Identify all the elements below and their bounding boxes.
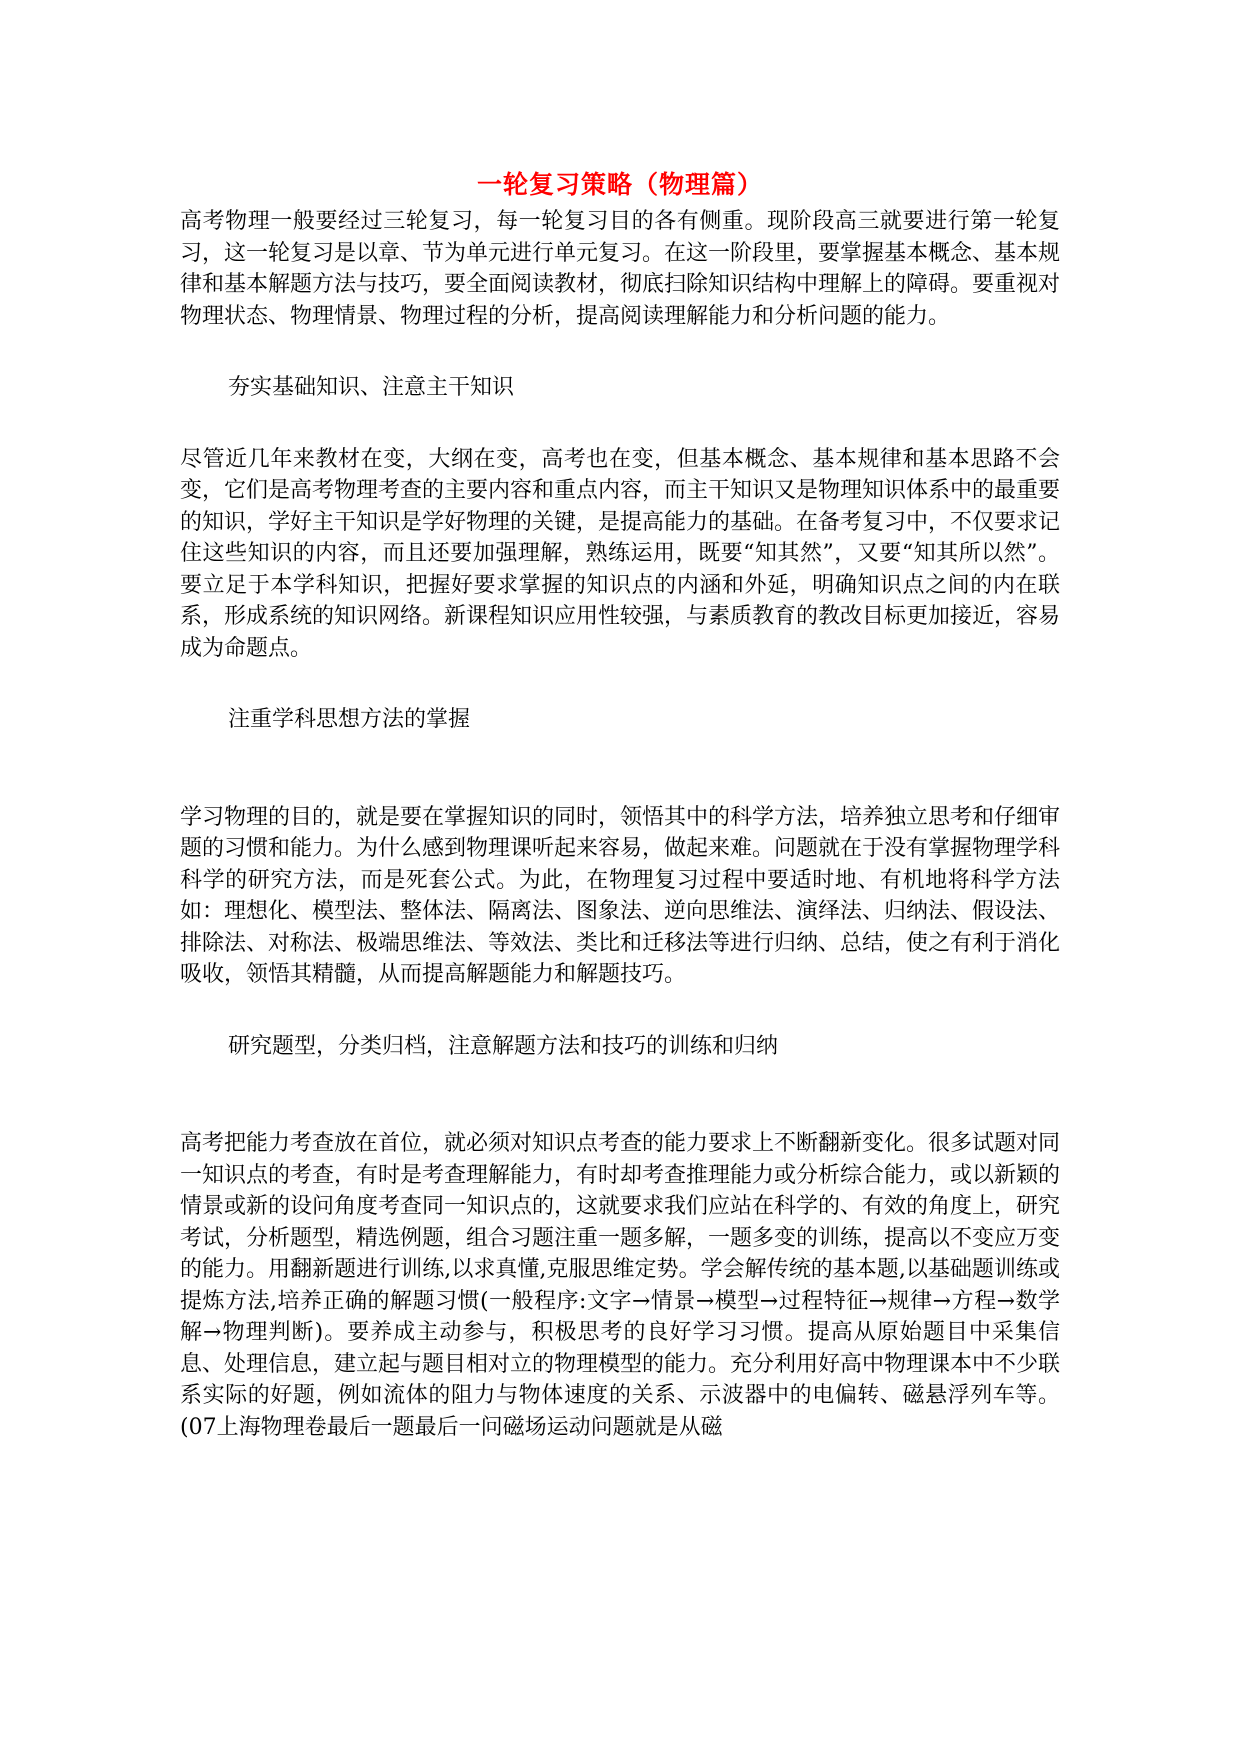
spacer [180, 332, 1060, 372]
spacer [180, 736, 1060, 802]
section-heading-foundation: 夯实基础知识、注意主干知识 [228, 375, 515, 400]
section-body-foundation: 尽管近几年来教材在变，大纲在变，高考也在变，但基本概念、基本规律和基本思路不会变，它们是高考物理考查的主要内容和重点内容，而主干知识又是物理知识体系中的最重要的知识，学好主干知识是学好物理的关键，是提高能力的基础。在备考复习中，不仅要求记住这些知识的内容，而且还要加强理解，熟练运用，既要“知其然”，又要“知其所以然”。要立足于本学科知识，把握好要求掌握的知识点的内涵和外延，明确知识点之间的内在联系，形成系统的知识网络。新课程知识应用性较强，与素质教育的教改目标更加接近，容易成为命题点。 [180, 446, 1061, 661]
spacer [180, 404, 1060, 444]
intro-paragraph: 高考物理一般要经过三轮复习，每一轮复习目的各有侧重。现阶段高三就要进行第一轮复习，这一轮复习是以章、节为单元进行单元复习。在这一阶段里，要掌握基本概念、基本规律和基本解题方法与技巧，要全面阅读教材，彻底扫除知识结构中理解上的障碍。要重视对物理状态、物理情景、物理过程的分析，提高阅读理解能力和分析问题的能力。 [180, 209, 1061, 329]
spacer [180, 991, 1060, 1031]
section-body-methods: 学习物理的目的，就是要在掌握知识的同时，领悟其中的科学方法，培养独立思考和仔细审题的习惯和能力。为什么感到物理课听起来容易，做起来难。问题就在于没有掌握物理学科科学的研究方法，而是死套公式。为此，在物理复习过程中要适时地、有机地将科学方法如：理想化、模型法、整体法、隔离法、图象法、逆向思维法、演绎法、归纳法、假设法、排除法、对称法、极端思维法、等效法、类比和迁移法等进行归纳、总结，使之有利于消化吸收，领悟其精髓，从而提高解题能力和解题技巧。 [180, 804, 1061, 987]
document-title: 一轮复习策略（物理篇） [476, 170, 763, 199]
spacer [180, 664, 1060, 704]
spacer [180, 1062, 1060, 1128]
section-body-question-types: 高考把能力考查放在首位，就必须对知识点考查的能力要求上不断翻新变化。很多试题对同一知识点的考查，有时是考查理解能力，有时却考查推理能力或分析综合能力，或以新颖的情景或新的设问角度考查同一知识点的，这就要求我们应站在科学的、有效的角度上，研究考试，分析题型，精选例题，组合习题注重一题多解，一题多变的训练，提高以不变应万变的能力。用翻新题进行训练,以求真懂,克服思维定势。学会解传统的基本题,以基础题训练或提炼方法,培养正确的解题习惯(一般程序:文字→情景→模型→过程特征→规律→方程→数学解→物理判断)。要养成主动参与，积极思考的良好学习习惯。提高从原始题目中采集信息、处理信息，建立起与题目相对立的物理模型的能力。充分利用好高中物理课本中不少联系实际的好题，例如流体的阻力与物体速度的关系、示波器中的电偏转、磁悬浮列车等。(07上海物理卷最后一题最后一问磁场运动问题就是从磁 [180, 1131, 1061, 1440]
document-page [180, 168, 1060, 1443]
section-heading-methods: 注重学科思想方法的掌握 [228, 707, 471, 732]
section-heading-question-types: 研究题型，分类归档，注意解题方法和技巧的训练和归纳 [228, 1033, 779, 1059]
